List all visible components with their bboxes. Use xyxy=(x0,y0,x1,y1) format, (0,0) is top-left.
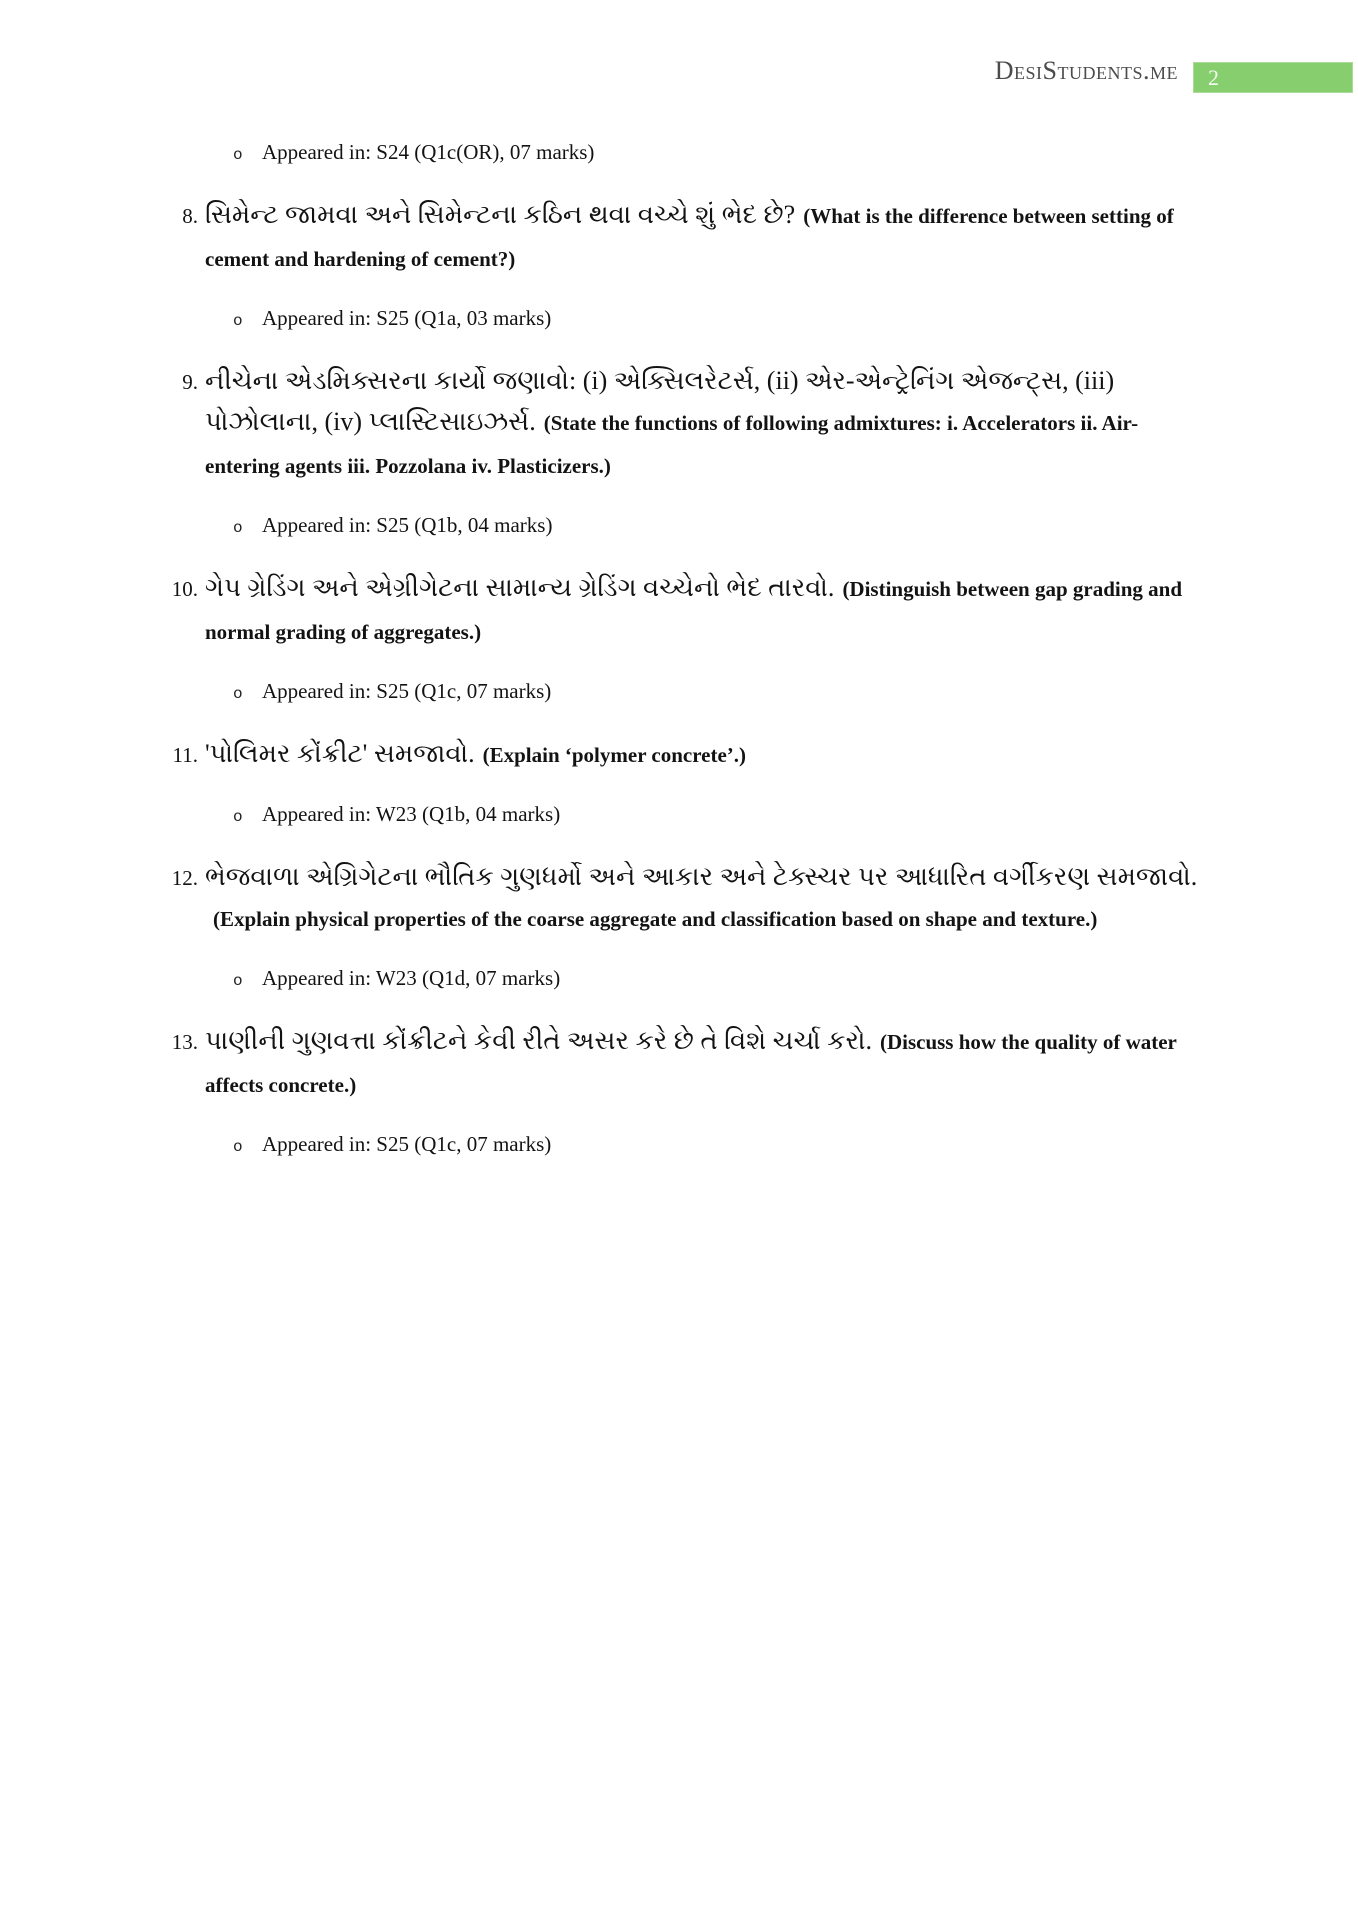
appeared-row xyxy=(233,966,1198,994)
appeared-row xyxy=(233,1132,1198,1160)
question-gujarati: નીચેના એડમિક્સરના કાર્યો જણાવો: (i) એક્સિલરેટર્સ, (ii) એર-એન્ટ્રેનિંગ એજન્ટ્સ, (iii) પોઝોલાના, (iv) પ્લાસ્ટિસાઇઝર્સ. xyxy=(205,366,1115,436)
item-number: 13. xyxy=(171,1030,198,1054)
item-number: 8. xyxy=(182,204,198,228)
circle-bullet-icon: o xyxy=(233,1138,243,1156)
question-gujarati: સિમેન્ટ જામવા અને સિમેન્ટના કઠિન થવા વચ્ચે શું ભેદ છે? xyxy=(205,200,796,229)
question-gujarati: ભેજવાળા એગ્રિગેટના ભૌતિક ગુણધર્મો અને આકાર અને ટેક્સ્ચર પર આધારિત વર્ગીકરણ સમજાવો. xyxy=(205,862,1198,891)
appeared-row xyxy=(233,802,1198,830)
list-item xyxy=(168,733,1198,776)
item-text xyxy=(205,1020,1198,1106)
list-item xyxy=(168,194,1198,280)
item-text xyxy=(205,194,1198,280)
item-text xyxy=(205,733,1198,776)
question-english: (Distinguish between gap grading and normal grading of aggregates.) xyxy=(205,577,1183,644)
appeared-text: Appeared in: W23 (Q1b, 04 marks) xyxy=(262,802,561,826)
question-gujarati: 'પોલિમર કોંક્રીટ' સમજાવો. xyxy=(205,739,475,768)
appeared-text: Appeared in: S25 (Q1a, 03 marks) xyxy=(262,306,552,330)
circle-bullet-icon: o xyxy=(233,685,243,703)
page-header xyxy=(0,0,1358,110)
appeared-row xyxy=(233,140,1198,168)
site-brand: DesiStudents.me xyxy=(994,56,1178,85)
page-number: 2 xyxy=(1208,64,1219,90)
item-number: 9. xyxy=(182,370,198,394)
circle-bullet-icon: o xyxy=(233,312,243,330)
question-english: (Explain physical properties of the coarse aggregate and classification based on shape and texture.) xyxy=(213,907,1098,931)
question-english: (Discuss how the quality of water affects concrete.) xyxy=(205,1030,1177,1097)
circle-bullet-icon: o xyxy=(233,972,243,990)
appeared-text: Appeared in: S25 (Q1c, 07 marks) xyxy=(262,1132,552,1156)
question-english: (State the functions of following admixtures: i. Accelerators ii. Air-entering agents iii. Pozzolana iv. Plasticizers.) xyxy=(205,411,1139,478)
item-number: 12. xyxy=(171,866,198,890)
page-number-badge xyxy=(1193,62,1353,93)
appeared-text: Appeared in: S25 (Q1b, 04 marks) xyxy=(262,513,553,537)
item-text xyxy=(205,856,1198,940)
list-item xyxy=(168,567,1198,653)
appeared-row xyxy=(233,306,1198,334)
appeared-text: Appeared in: S25 (Q1c, 07 marks) xyxy=(262,679,552,703)
appeared-text: Appeared in: W23 (Q1d, 07 marks) xyxy=(262,966,561,990)
item-text xyxy=(205,567,1198,653)
question-gujarati: ગેપ ગ્રેડિંગ અને એગ્રીગેટના સામાન્ય ગ્રેડિંગ વચ્ચેનો ભેદ તારવો. xyxy=(205,573,835,602)
question-english: (Explain ‘polymer concrete’.) xyxy=(482,743,747,767)
appeared-row xyxy=(233,679,1198,707)
appeared-text: Appeared in: S24 (Q1c(OR), 07 marks) xyxy=(262,140,595,164)
numbered-items xyxy=(168,194,1198,1160)
circle-bullet-icon: o xyxy=(233,808,243,826)
list-item xyxy=(168,360,1198,487)
item-text xyxy=(205,360,1198,487)
circle-bullet-icon: o xyxy=(233,519,243,537)
list-item xyxy=(168,856,1198,940)
question-english: (What is the difference between setting of cement and hardening of cement?) xyxy=(205,204,1174,271)
list-item xyxy=(168,1020,1198,1106)
question-list xyxy=(168,140,1198,1186)
appeared-row xyxy=(233,513,1198,541)
question-gujarati: પાણીની ગુણવત્તા કોંક્રીટને કેવી રીતે અસર કરે છે તે વિશે ચર્ચા કરો. xyxy=(205,1026,872,1055)
circle-bullet-icon: o xyxy=(233,146,243,164)
item-number: 11. xyxy=(172,743,198,767)
item-number: 10. xyxy=(171,577,198,601)
